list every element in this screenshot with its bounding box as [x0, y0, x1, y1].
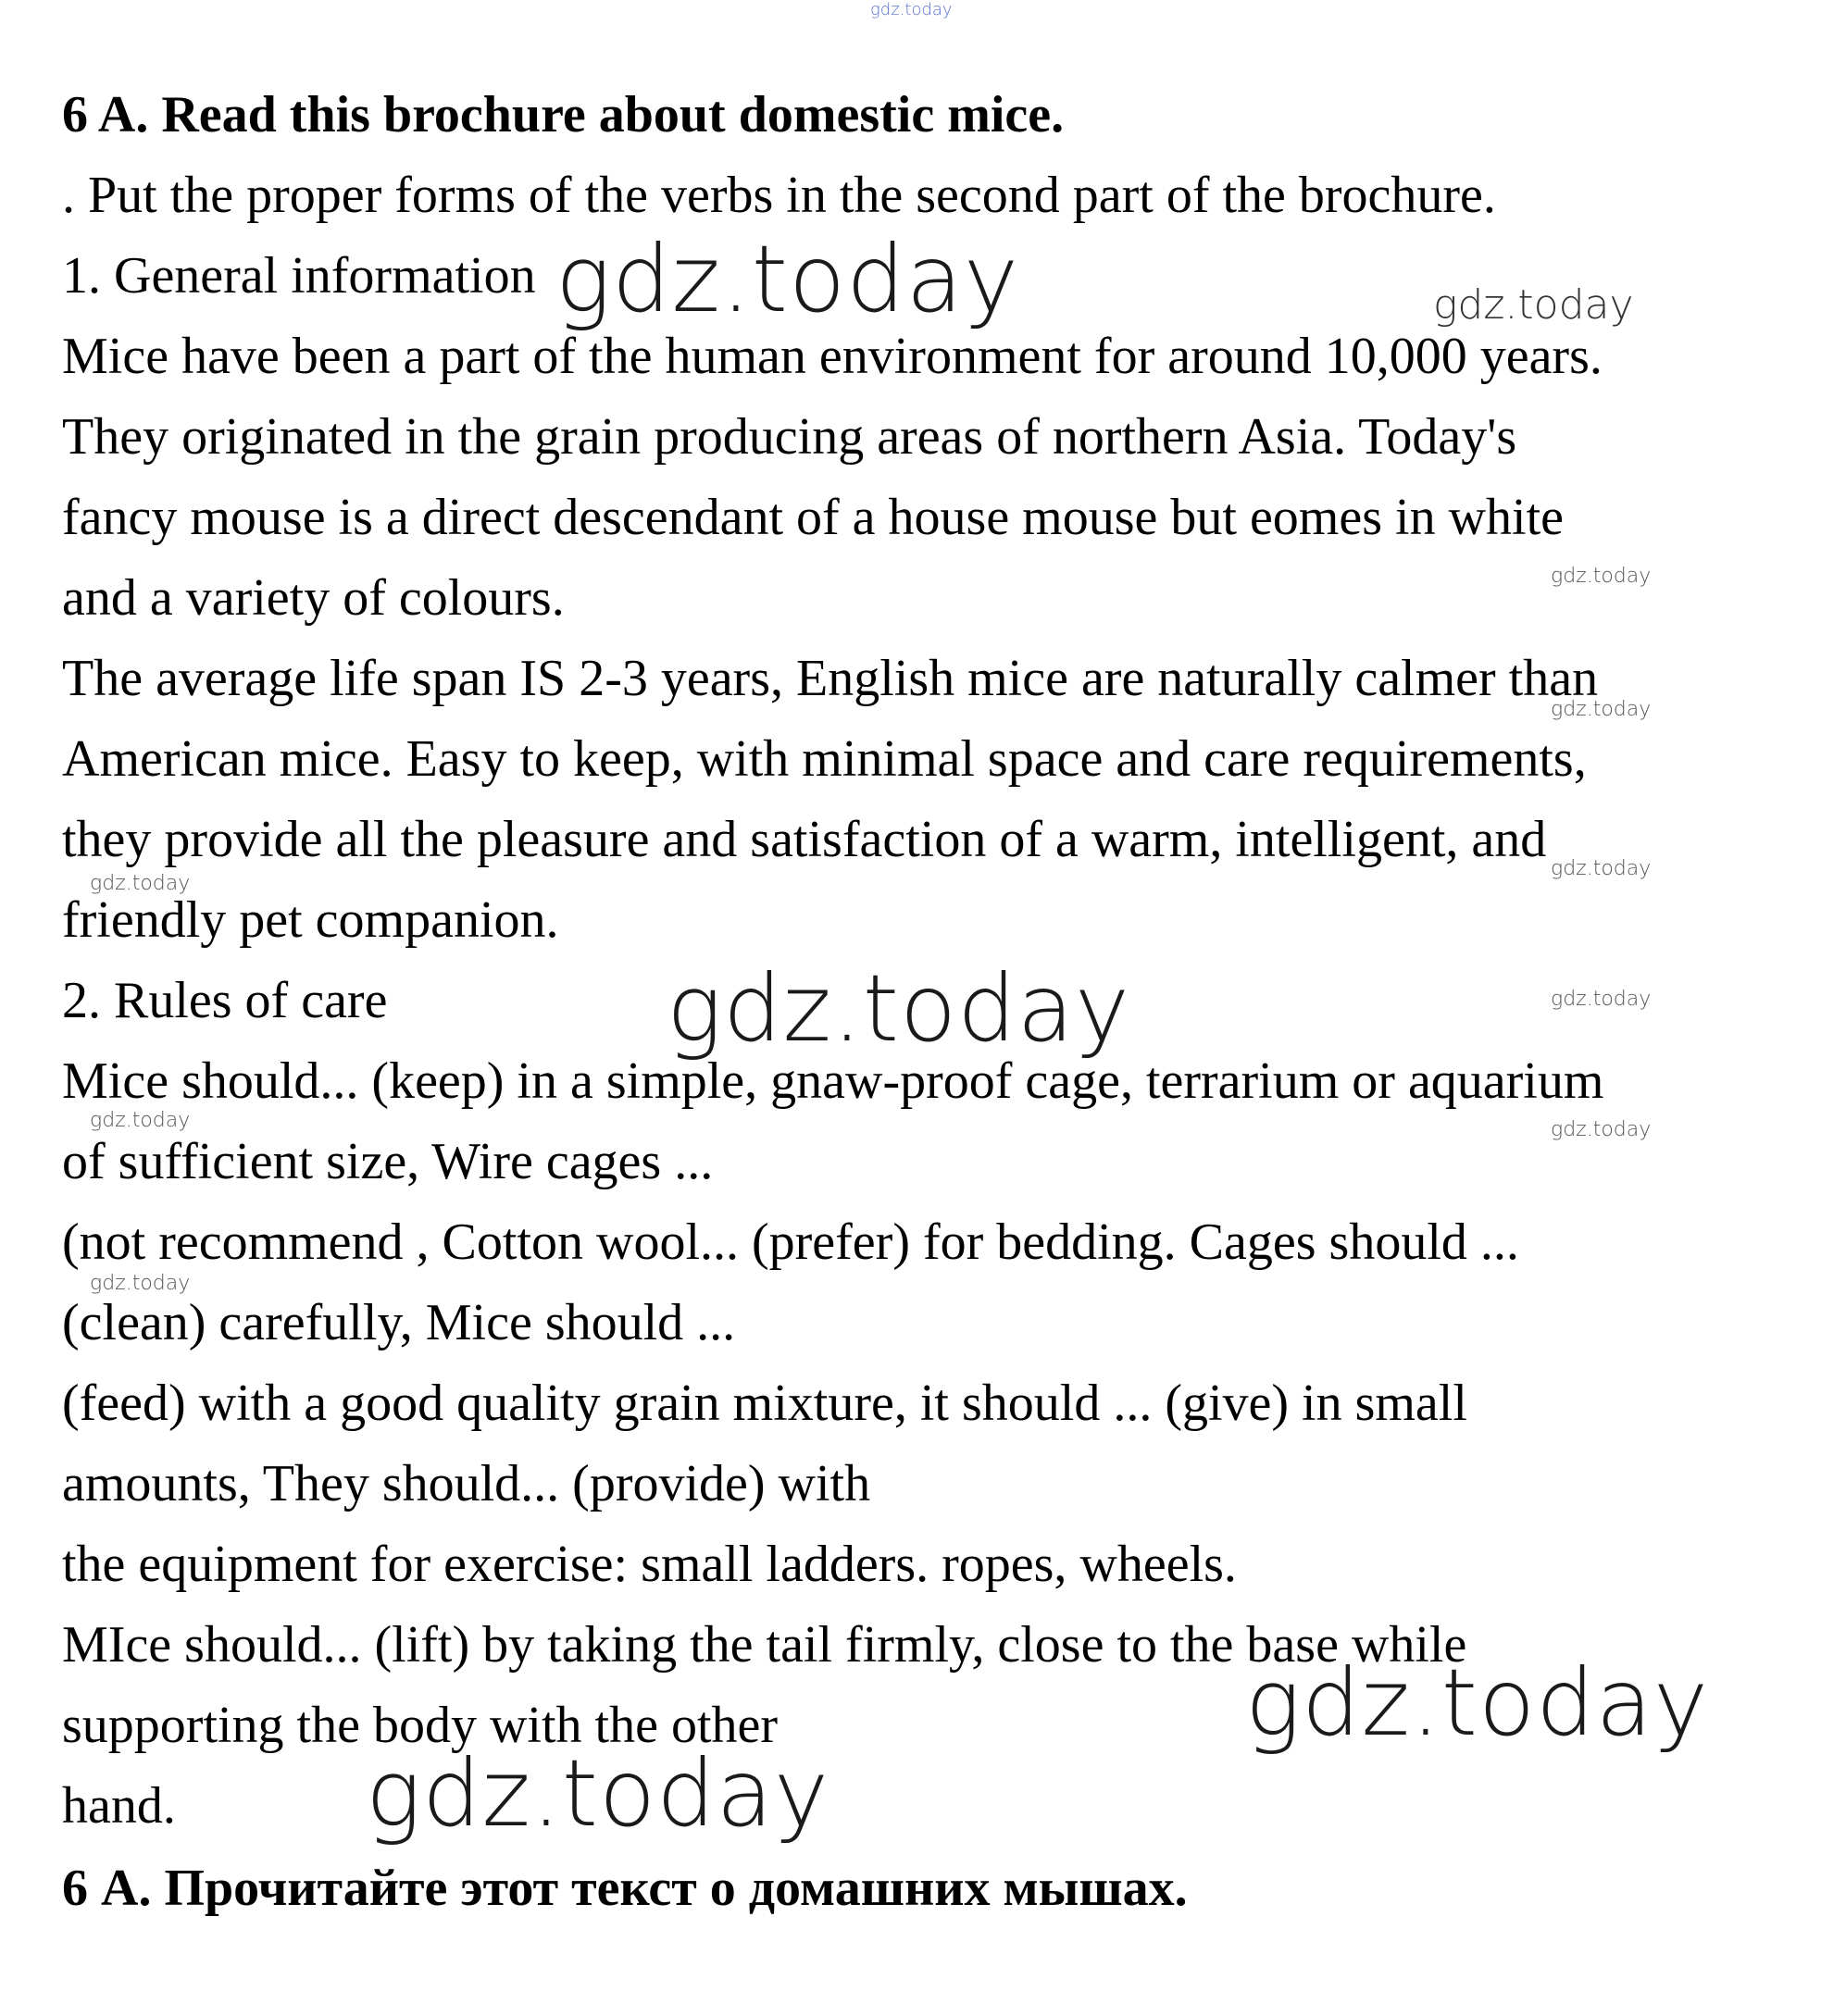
instruction-text: . Put the proper forms of the verbs in the second part of the brochure. — [62, 167, 1496, 224]
section-2-line: Mice should... (keep) in a simple, gnaw-proof cage, terrarium or aquarium — [62, 1052, 1604, 1110]
watermark-small: gdz.today — [1551, 988, 1652, 1011]
section-1-line: They originated in the grain producing areas of northern Asia. Today's — [62, 408, 1517, 466]
section-2-line: (clean) carefully, Mice should ... — [62, 1294, 736, 1351]
section-1-line: and a variety of colours. — [62, 569, 565, 627]
section-2-line: amounts, They should... (provide) with — [62, 1455, 871, 1512]
heading-english: 6 A. Read this brochure about domestic mice. — [62, 86, 1065, 143]
section-2-line: MIce should... (lift) by taking the tail firmly, close to the base while — [62, 1616, 1467, 1674]
watermark-top: gdz.today — [870, 0, 953, 19]
section-2-line: hand. — [62, 1777, 176, 1835]
section-2-line: (feed) with a good quality grain mixture, it should ... (give) in small — [62, 1375, 1467, 1432]
section-1-line: friendly pet companion. — [62, 891, 559, 949]
section-1-line: fancy mouse is a direct descendant of a house mouse but eomes in white — [62, 489, 1564, 546]
watermark-large: gdz.today — [555, 225, 1020, 333]
watermark-small: gdz.today — [90, 1109, 191, 1132]
section-1-line: American mice. Easy to keep, with minimal space and care requirements, — [62, 730, 1587, 788]
watermark-medium: gdz.today — [1433, 281, 1634, 329]
watermark-small: gdz.today — [1551, 857, 1652, 880]
watermark-small: gdz.today — [1551, 565, 1652, 588]
watermark-small: gdz.today — [90, 1272, 191, 1295]
watermark-small: gdz.today — [1551, 698, 1652, 721]
section-2-line: supporting the body with the other — [62, 1697, 779, 1754]
watermark-small: gdz.today — [1551, 1118, 1652, 1141]
section-1-line: Mice have been a part of the human environment for around 10,000 years. — [62, 328, 1603, 385]
watermark-large: gdz.today — [667, 954, 1131, 1063]
heading-russian: 6 А. Прочитайте этот текст о домашних мышах. — [62, 1860, 1188, 1917]
watermark-small: gdz.today — [90, 872, 191, 895]
section-2-line: (not recommend , Cotton wool... (prefer) for bedding. Cages should ... — [62, 1213, 1519, 1271]
section-1-line: they provide all the pleasure and satisfaction of a warm, intelligent, and — [62, 811, 1547, 868]
section-2-line: the equipment for exercise: small ladders. ropes, wheels. — [62, 1536, 1237, 1593]
watermark-large: gdz.today — [366, 1739, 830, 1848]
section-1-title: 1. General information — [62, 247, 536, 305]
section-2-title: 2. Rules of care — [62, 972, 388, 1029]
section-1-line: The average life span IS 2-3 years, English mice are naturally calmer than — [62, 650, 1599, 707]
watermark-large: gdz.today — [1245, 1649, 1710, 1757]
section-2-line: of sufficient size, Wire cages ... — [62, 1133, 714, 1190]
